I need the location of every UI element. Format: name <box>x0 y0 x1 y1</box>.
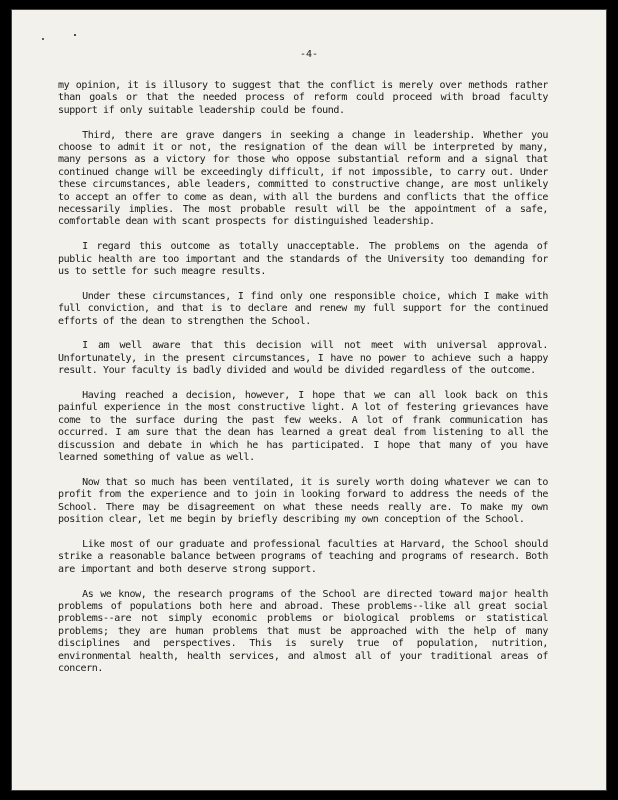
paragraph-responsible-choice: Under these circumstances, I find only one responsible choice, which I make with full conviction, and that is to declare and renew my full support for the continued efforts of the dean to strengthen the School. <box>58 290 548 327</box>
paragraph-looking-forward: Now that so much has been ventilated, it is surely worth doing whatever we can to profit from the experience and to join in looking forward to address the needs of the School. There may be disagreement on what these needs really are. To make my own position clear, let me begin by briefly describing my own conception of the School. <box>58 476 548 526</box>
paragraph-universal-approval: I am well aware that this decision will not meet with universal approval. Unfortunately, in the present circumstances, I have no power to achieve such a happy result. Your faculty is badly divided and would be divided regardless of the outcome. <box>58 340 548 377</box>
paper-speck <box>74 34 76 36</box>
paragraph-opinion-continuation: my opinion, it is illusory to suggest that the conflict is merely over methods rather than goals or that the needed process of reform could proceed with broad faculty support if only suitable leadership could be found. <box>58 80 548 116</box>
paragraph-research-programs: As we know, the research programs of the School are directed toward major health problems of populations both here and abroad. These problems--like all great social problems--are not simply economic problems or biological problems or statistical problems; they are human problems that must be approached with the help of many disciplines and perspectives. This is surely true of population, nutrition, environmental health, health services, and almost all of your traditional areas of concern. <box>58 588 548 674</box>
document-page <box>12 10 606 790</box>
paper-speck <box>42 38 44 40</box>
page-number: -4- <box>299 49 319 60</box>
paragraph-unacceptable-outcome: I regard this outcome as totally unacceptable. The problems on the agenda of public health are too important and the standards of the University too demanding for us to settle for such meagre results. <box>58 241 548 278</box>
letter-body <box>58 80 548 688</box>
paragraph-constructive-light: Having reached a decision, however, I hope that we can all look back on this painful experience in the most constructive light. A lot of festering grievances have come to the surface during the past few weeks. A lot of frank communication has occurred. I am sure that the dean has learned a great deal from listening to all the discussion and debate in which he has participated. I hope that many of you have learned something of value as well. <box>58 390 548 464</box>
paragraph-leadership-dangers: Third, there are grave dangers in seeking a change in leadership. Whether you choose to admit it or not, the resignation of the dean will be interpreted by many, many persons as a victory for those who oppose substantial reform and a signal that continued change will be exceedingly difficult, if not impossible, to carry out. Under these circumstances, able leaders, committed to constructive change, are most unlikely to accept an offer to come as dean, with all the burdens and conflicts that the office necessarily implies. The most probable result will be the appointment of a safe, comfortable dean with scant prospects for distinguished leadership. <box>58 129 548 228</box>
paragraph-teaching-research-balance: Like most of our graduate and professional faculties at Harvard, the School should strike a reasonable balance between programs of teaching and programs of research. Both are important and both deserve strong support. <box>58 538 548 575</box>
